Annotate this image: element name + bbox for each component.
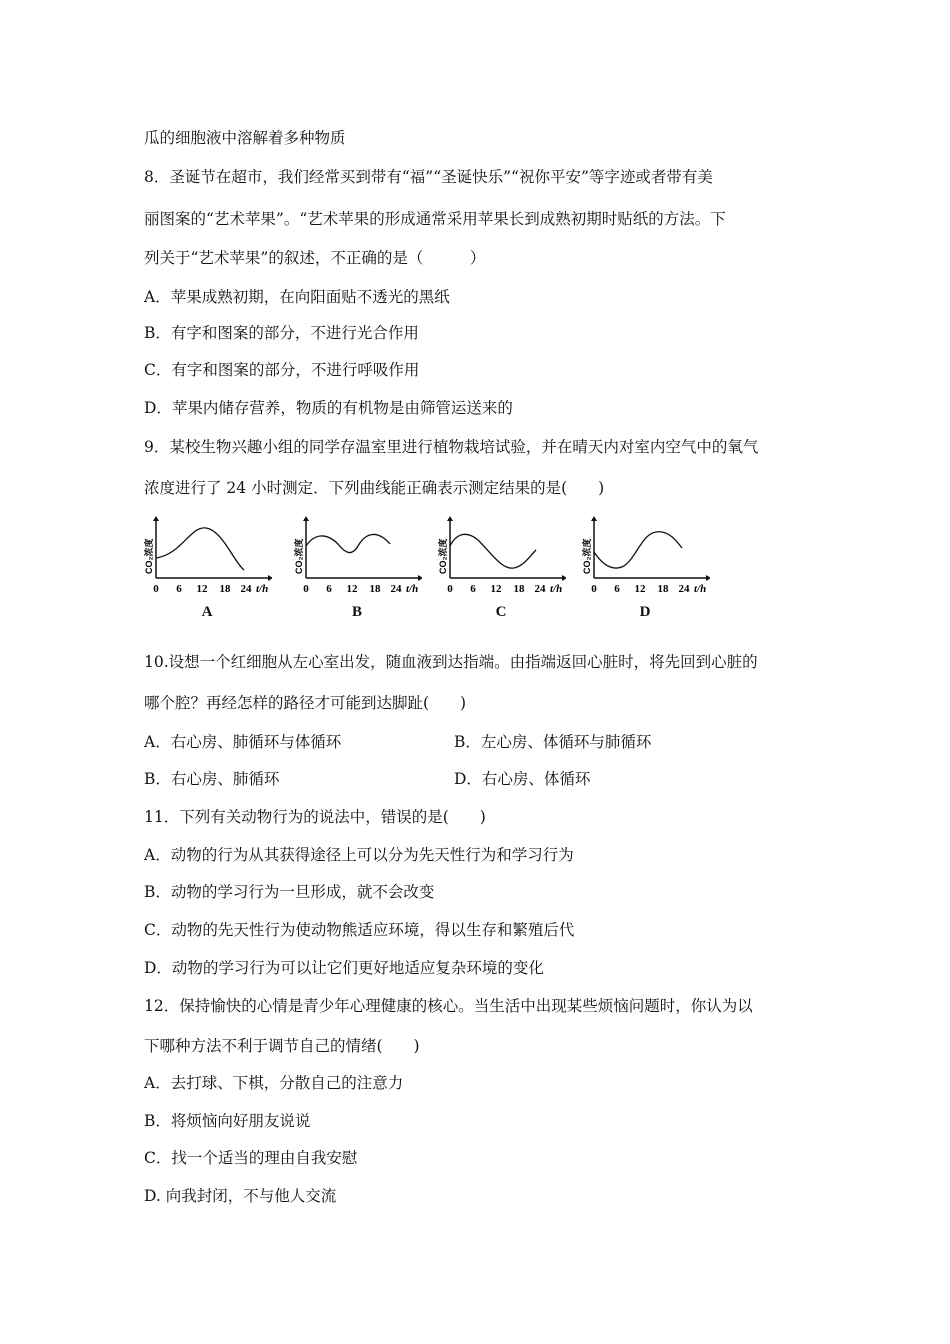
tick-label: 6 [470, 583, 476, 595]
x-axis-label: t/h [550, 583, 563, 595]
tick-label: 0 [303, 583, 309, 595]
tick-label: 0 [153, 583, 159, 595]
tick-label: 6 [176, 583, 182, 595]
x-axis-label: t/h [694, 583, 707, 595]
question-12-stem: 12．保持愉快的心情是青少年心理健康的核心。当生活中出现某些烦恼问题时，你认为以 [144, 997, 753, 1015]
question-11-stem: 11．下列有关动物行为的说法中，错误的是( ) [144, 808, 486, 826]
question-8-option-c: C．有字和图案的部分，不进行呼吸作用 [144, 361, 420, 379]
graph-a [142, 516, 272, 626]
question-12-option-a: A．去打球、下棋，分散自己的注意力 [144, 1074, 404, 1092]
tick-label: 0 [591, 583, 597, 595]
question-12-option-d: D. 向我封闭，不与他人交流 [144, 1187, 337, 1205]
x-axis-label: t/h [256, 583, 269, 595]
tick-label: 18 [219, 583, 231, 595]
tick-label: 18 [657, 583, 669, 595]
graph-a-plot [142, 516, 272, 596]
question-10-stem: 哪个腔？再经怎样的路径才可能到达脚趾( ) [144, 694, 467, 712]
tick-label: 6 [614, 583, 620, 595]
graph-label: A [201, 604, 213, 620]
question-10-stem: 10.设想一个红细胞从左心室出发，随血液到达指端。由指端返回心脏时，将先回到心脏的 [144, 653, 758, 671]
graph-label: C [495, 604, 507, 620]
tick-label: 24 [534, 583, 546, 595]
y-axis-label: CO₂浓度 [294, 538, 304, 574]
question-9-stem: 浓度进行了 24 小时测定．下列曲线能正确表示测定结果的是( ) [144, 479, 605, 497]
question-8-option-a: A．苹果成熟初期，在向阳面贴不透光的黑纸 [144, 288, 450, 306]
question-8-stem: 列关于“艺术苹果”的叙述，不正确的是（ ） [144, 249, 486, 267]
tick-label: 24 [678, 583, 690, 595]
tick-label: 18 [513, 583, 525, 595]
graph-label: D [639, 604, 651, 620]
graph-label: B [351, 604, 362, 620]
graph-d-plot [580, 516, 710, 596]
question-8-option-d: D．苹果内储存营养，物质的有机物是由筛管运送来的 [144, 399, 513, 417]
question-12-option-c: C．找一个适当的理由自我安慰 [144, 1149, 358, 1167]
y-axis-label: CO₂浓度 [582, 538, 592, 574]
graph-c-plot [436, 516, 566, 596]
y-axis-label: CO₂浓度 [438, 538, 448, 574]
tick-label: 24 [240, 583, 252, 595]
graph-b [292, 516, 422, 626]
question-8-option-b: B．有字和图案的部分，不进行光合作用 [144, 324, 419, 342]
question-10-option-a: A．右心房、肺循环与体循环 [144, 733, 342, 751]
tick-label: 24 [390, 583, 402, 595]
tick-label: 12 [196, 583, 208, 595]
question-9-stem: 9．某校生物兴趣小组的同学存温室里进行植物栽培试验，并在晴天内对室内空气中的氧气 [144, 438, 759, 456]
x-axis-label: t/h [406, 583, 419, 595]
graph-b-plot [292, 516, 422, 596]
graph-d [580, 516, 710, 626]
question-11-option-b: B．动物的学习行为一旦形成，就不会改变 [144, 883, 435, 901]
tick-label: 12 [490, 583, 502, 595]
question-10-option-b-right: B．左心房、体循环与肺循环 [454, 733, 652, 751]
question-8-stem: 丽图案的“艺术苹果”。“艺术苹果的形成通常采用苹果长到成熟初期时贴纸的方法。下 [144, 210, 726, 228]
tick-label: 12 [634, 583, 646, 595]
question-10-options-row [144, 732, 341, 752]
question-11-option-a: A．动物的行为从其获得途径上可以分为先天性行为和学习行为 [144, 846, 574, 864]
tick-label: 0 [447, 583, 453, 595]
question-10-option-d: D．右心房、体循环 [454, 770, 591, 788]
question-12-option-b: B．将烦恼向好朋友说说 [144, 1112, 311, 1130]
question-8-stem: 8．圣诞节在超市，我们经常买到带有“福”“圣诞快乐”“祝你平安”等字迹或者带有美 [144, 168, 713, 186]
question-11-option-c: C．动物的先天性行为使动物熊适应环境，得以生存和繁殖后代 [144, 921, 575, 939]
text-line: 瓜的细胞液中溶解着多种物质 [144, 129, 346, 147]
tick-label: 12 [346, 583, 358, 595]
tick-label: 18 [369, 583, 381, 595]
graph-c [436, 516, 566, 626]
question-10-option-b: B．右心房、肺循环 [144, 770, 280, 788]
question-12-stem: 下哪种方法不利于调节自己的情绪( ) [144, 1037, 420, 1055]
y-axis-label: CO₂浓度 [144, 538, 154, 574]
tick-label: 6 [326, 583, 332, 595]
question-11-option-d: D．动物的学习行为可以让它们更好地适应复杂环境的变化 [144, 959, 544, 977]
